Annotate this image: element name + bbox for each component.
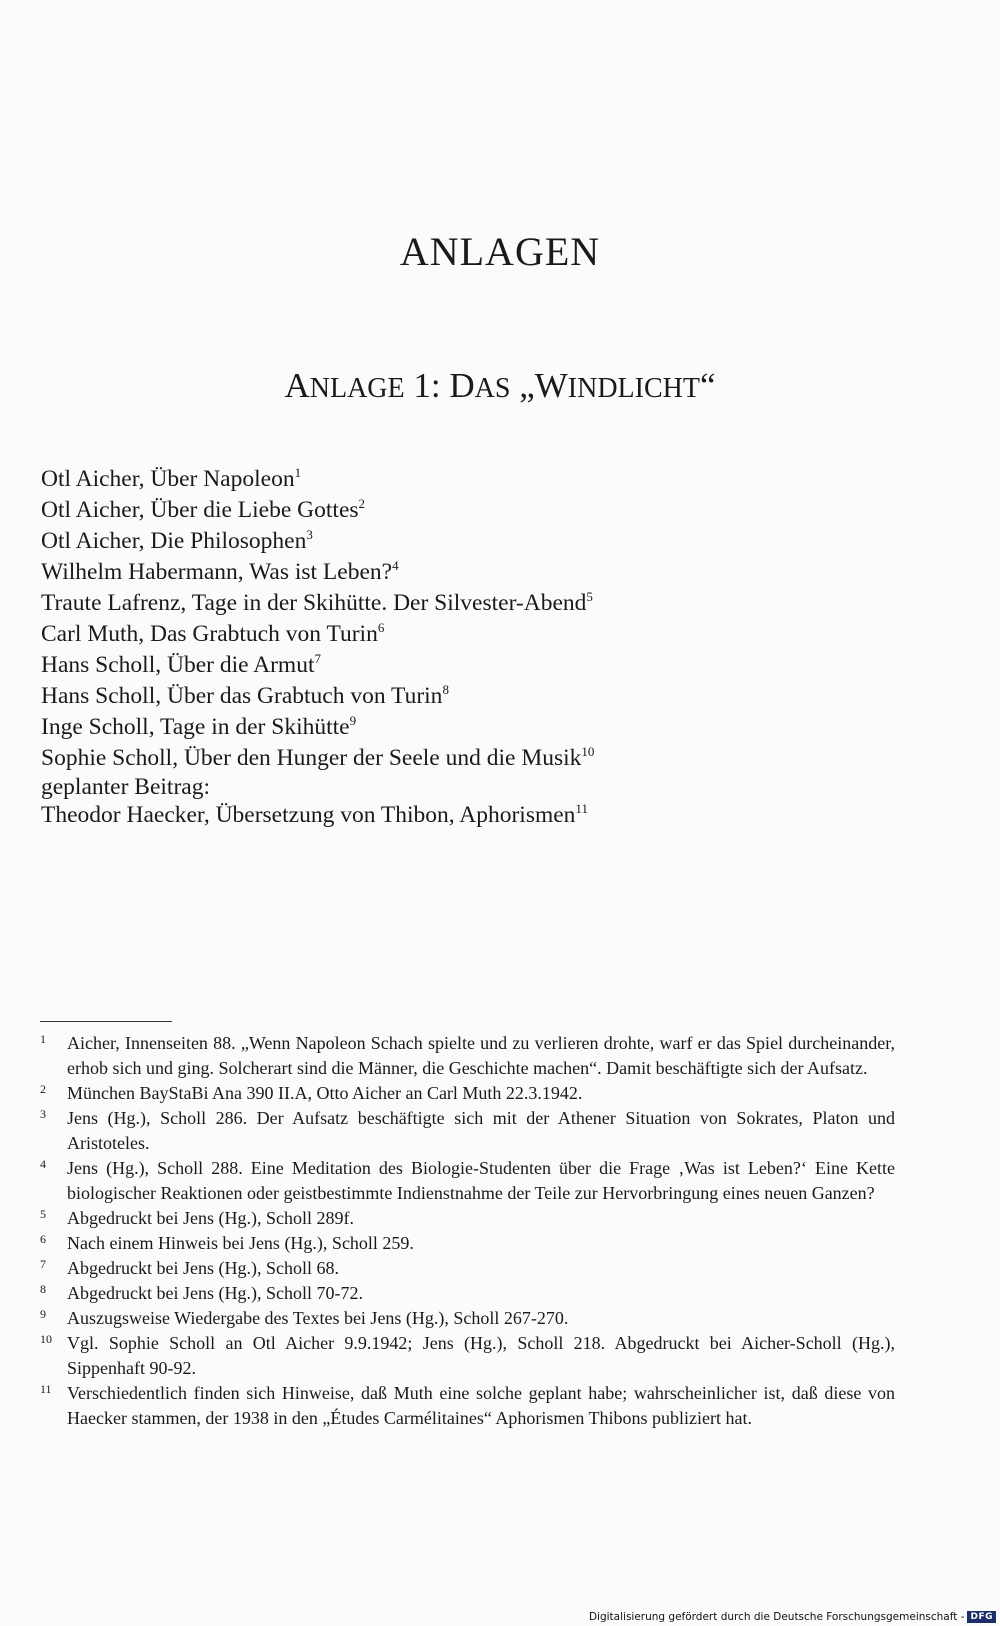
footnote-number: 7	[40, 1257, 46, 1271]
section-heading	[0, 365, 1000, 410]
footnote-number: 10	[40, 1332, 52, 1346]
planned-label: geplanter Beitrag:	[41, 774, 210, 800]
heading-part: INDLICHT	[567, 373, 700, 404]
contents-entry	[41, 589, 594, 620]
footnote-text: Jens (Hg.), Scholl 288. Eine Meditation des Biologie-Studenten über die Frage ‚Was ist Leben?‘ Eine Kette biologischer Reaktionen oder geistbestimmte Indienstnahme der Teile zur Hervorbringung eines neuen Ganzen?	[67, 1158, 895, 1203]
footnote-number: 1	[40, 1032, 46, 1046]
footnote-text: Nach einem Hinweis bei Jens (Hg.), Scholl 259.	[67, 1233, 414, 1253]
heading-part: W	[534, 366, 568, 405]
contents-entry	[41, 496, 594, 527]
footnote-text: München BayStaBi Ana 390 II.A, Otto Aicher an Carl Muth 22.3.1942.	[67, 1083, 583, 1103]
footnote-text: Abgedruckt bei Jens (Hg.), Scholl 289f.	[67, 1208, 354, 1228]
footnote	[40, 1256, 895, 1281]
footnote-number: 8	[40, 1282, 46, 1296]
footnote-ref: 7	[314, 651, 321, 666]
footnote	[40, 1281, 895, 1306]
footnote-ref: 8	[442, 682, 449, 697]
entry-text: Theodor Haecker, Übersetzung von Thibon, Aphorismen	[41, 802, 576, 828]
footnote	[40, 1231, 895, 1256]
contents-entry	[41, 558, 594, 589]
footnote	[40, 1206, 895, 1231]
entry-text: Wilhelm Habermann, Was ist Leben?	[41, 559, 393, 585]
contents-entry	[41, 713, 594, 744]
footnote-text: Jens (Hg.), Scholl 286. Der Aufsatz beschäftigte sich mit der Athener Situation von Sokrates, Platon und Aristoteles.	[67, 1108, 895, 1153]
contents-entry	[41, 465, 594, 496]
entry-text: Otl Aicher, Über die Liebe Gottes	[41, 497, 359, 523]
entry-text: Otl Aicher, Die Philosophen	[41, 528, 307, 554]
footnote-number: 2	[40, 1082, 46, 1096]
footnote-text: Auszugsweise Wiedergabe des Textes bei Jens (Hg.), Scholl 267-270.	[67, 1308, 569, 1328]
heading-part: “	[699, 366, 716, 405]
footnote-text: Vgl. Sophie Scholl an Otl Aicher 9.9.1942; Jens (Hg.), Scholl 218. Abgedruckt bei Aicher-Scholl (Hg.), Sippenhaft 90-92.	[67, 1333, 895, 1378]
footnote	[40, 1031, 895, 1081]
footnote-ref: 2	[358, 496, 366, 511]
heading-part: AS	[474, 373, 511, 404]
contents-entry	[41, 527, 594, 558]
footnote-ref: 11	[575, 801, 588, 816]
heading-part: A	[284, 366, 310, 405]
footnote-number: 5	[40, 1207, 46, 1221]
footnote-text: Abgedruckt bei Jens (Hg.), Scholl 70-72.	[67, 1283, 363, 1303]
footnote-ref: 10	[581, 744, 595, 759]
dfg-logo-icon: DFG	[967, 1611, 996, 1623]
footnote	[40, 1381, 895, 1431]
footer-text: Digitalisierung gefördert durch die Deutsche Forschungsgemeinschaft -	[588, 1611, 965, 1623]
footnote-number: 6	[40, 1232, 46, 1246]
footnote-ref: 5	[586, 589, 593, 604]
digitization-footer	[589, 1611, 996, 1623]
page-title: ANLAGEN	[399, 229, 601, 274]
footnote-ref: 6	[377, 620, 385, 635]
contents-list	[41, 465, 594, 775]
footnote-number: 9	[40, 1307, 46, 1321]
footnote	[40, 1081, 895, 1106]
footnote-number: 4	[40, 1157, 46, 1171]
footnote-text: Aicher, Innenseiten 88. „Wenn Napoleon Schach spielte und zu verlieren drohte, warf er das Spiel durcheinander, erhob sich und ging. Solcherart sind die Männer, die Geschichte machen“. Damit beschäftigte sich der Aufsatz.	[67, 1033, 895, 1078]
heading-part: „	[510, 366, 535, 405]
footnote	[40, 1306, 895, 1331]
footnote	[40, 1106, 895, 1156]
contents-entry	[41, 744, 594, 775]
contents-entry	[41, 620, 594, 651]
heading-part: D	[449, 366, 475, 405]
entry-text: Carl Muth, Das Grabtuch von Turin	[41, 621, 378, 647]
footnote-text: Verschiedentlich finden sich Hinweise, daß Muth eine solche geplant habe; wahrscheinlicher ist, daß diese von Haecker stammen, der 1938 in den „Études Carmélitaines“ Aphorismen Thibons publiziert hat.	[67, 1383, 895, 1428]
footnote-ref: 1	[294, 465, 302, 480]
planned-contribution	[41, 773, 588, 832]
footnote-divider	[40, 1021, 172, 1022]
heading-part: NLAGE	[309, 373, 405, 404]
entry-text: Hans Scholl, Über die Armut	[41, 652, 315, 678]
footnote-number: 11	[40, 1382, 52, 1396]
footnote-ref: 9	[349, 713, 357, 728]
contents-entry	[41, 801, 588, 832]
footnote-text: Abgedruckt bei Jens (Hg.), Scholl 68.	[67, 1258, 339, 1278]
contents-entry	[41, 651, 594, 682]
entry-text: Otl Aicher, Über Napoleon	[41, 466, 295, 492]
footnote-ref: 3	[306, 527, 313, 542]
entry-text: Hans Scholl, Über das Grabtuch von Turin	[41, 683, 443, 709]
footnote	[40, 1331, 895, 1381]
heading-part: 1:	[404, 366, 450, 405]
footnote	[40, 1156, 895, 1206]
entry-text: Inge Scholl, Tage in der Skihütte	[41, 714, 350, 740]
contents-entry	[41, 682, 594, 713]
entry-text: Sophie Scholl, Über den Hunger der Seele und die Musik	[41, 745, 582, 771]
footnote-number: 3	[40, 1107, 46, 1121]
footnotes	[40, 1031, 895, 1431]
footnote-ref: 4	[392, 558, 399, 573]
entry-text: Traute Lafrenz, Tage in der Skihütte. Der Silvester-Abend	[41, 590, 587, 616]
